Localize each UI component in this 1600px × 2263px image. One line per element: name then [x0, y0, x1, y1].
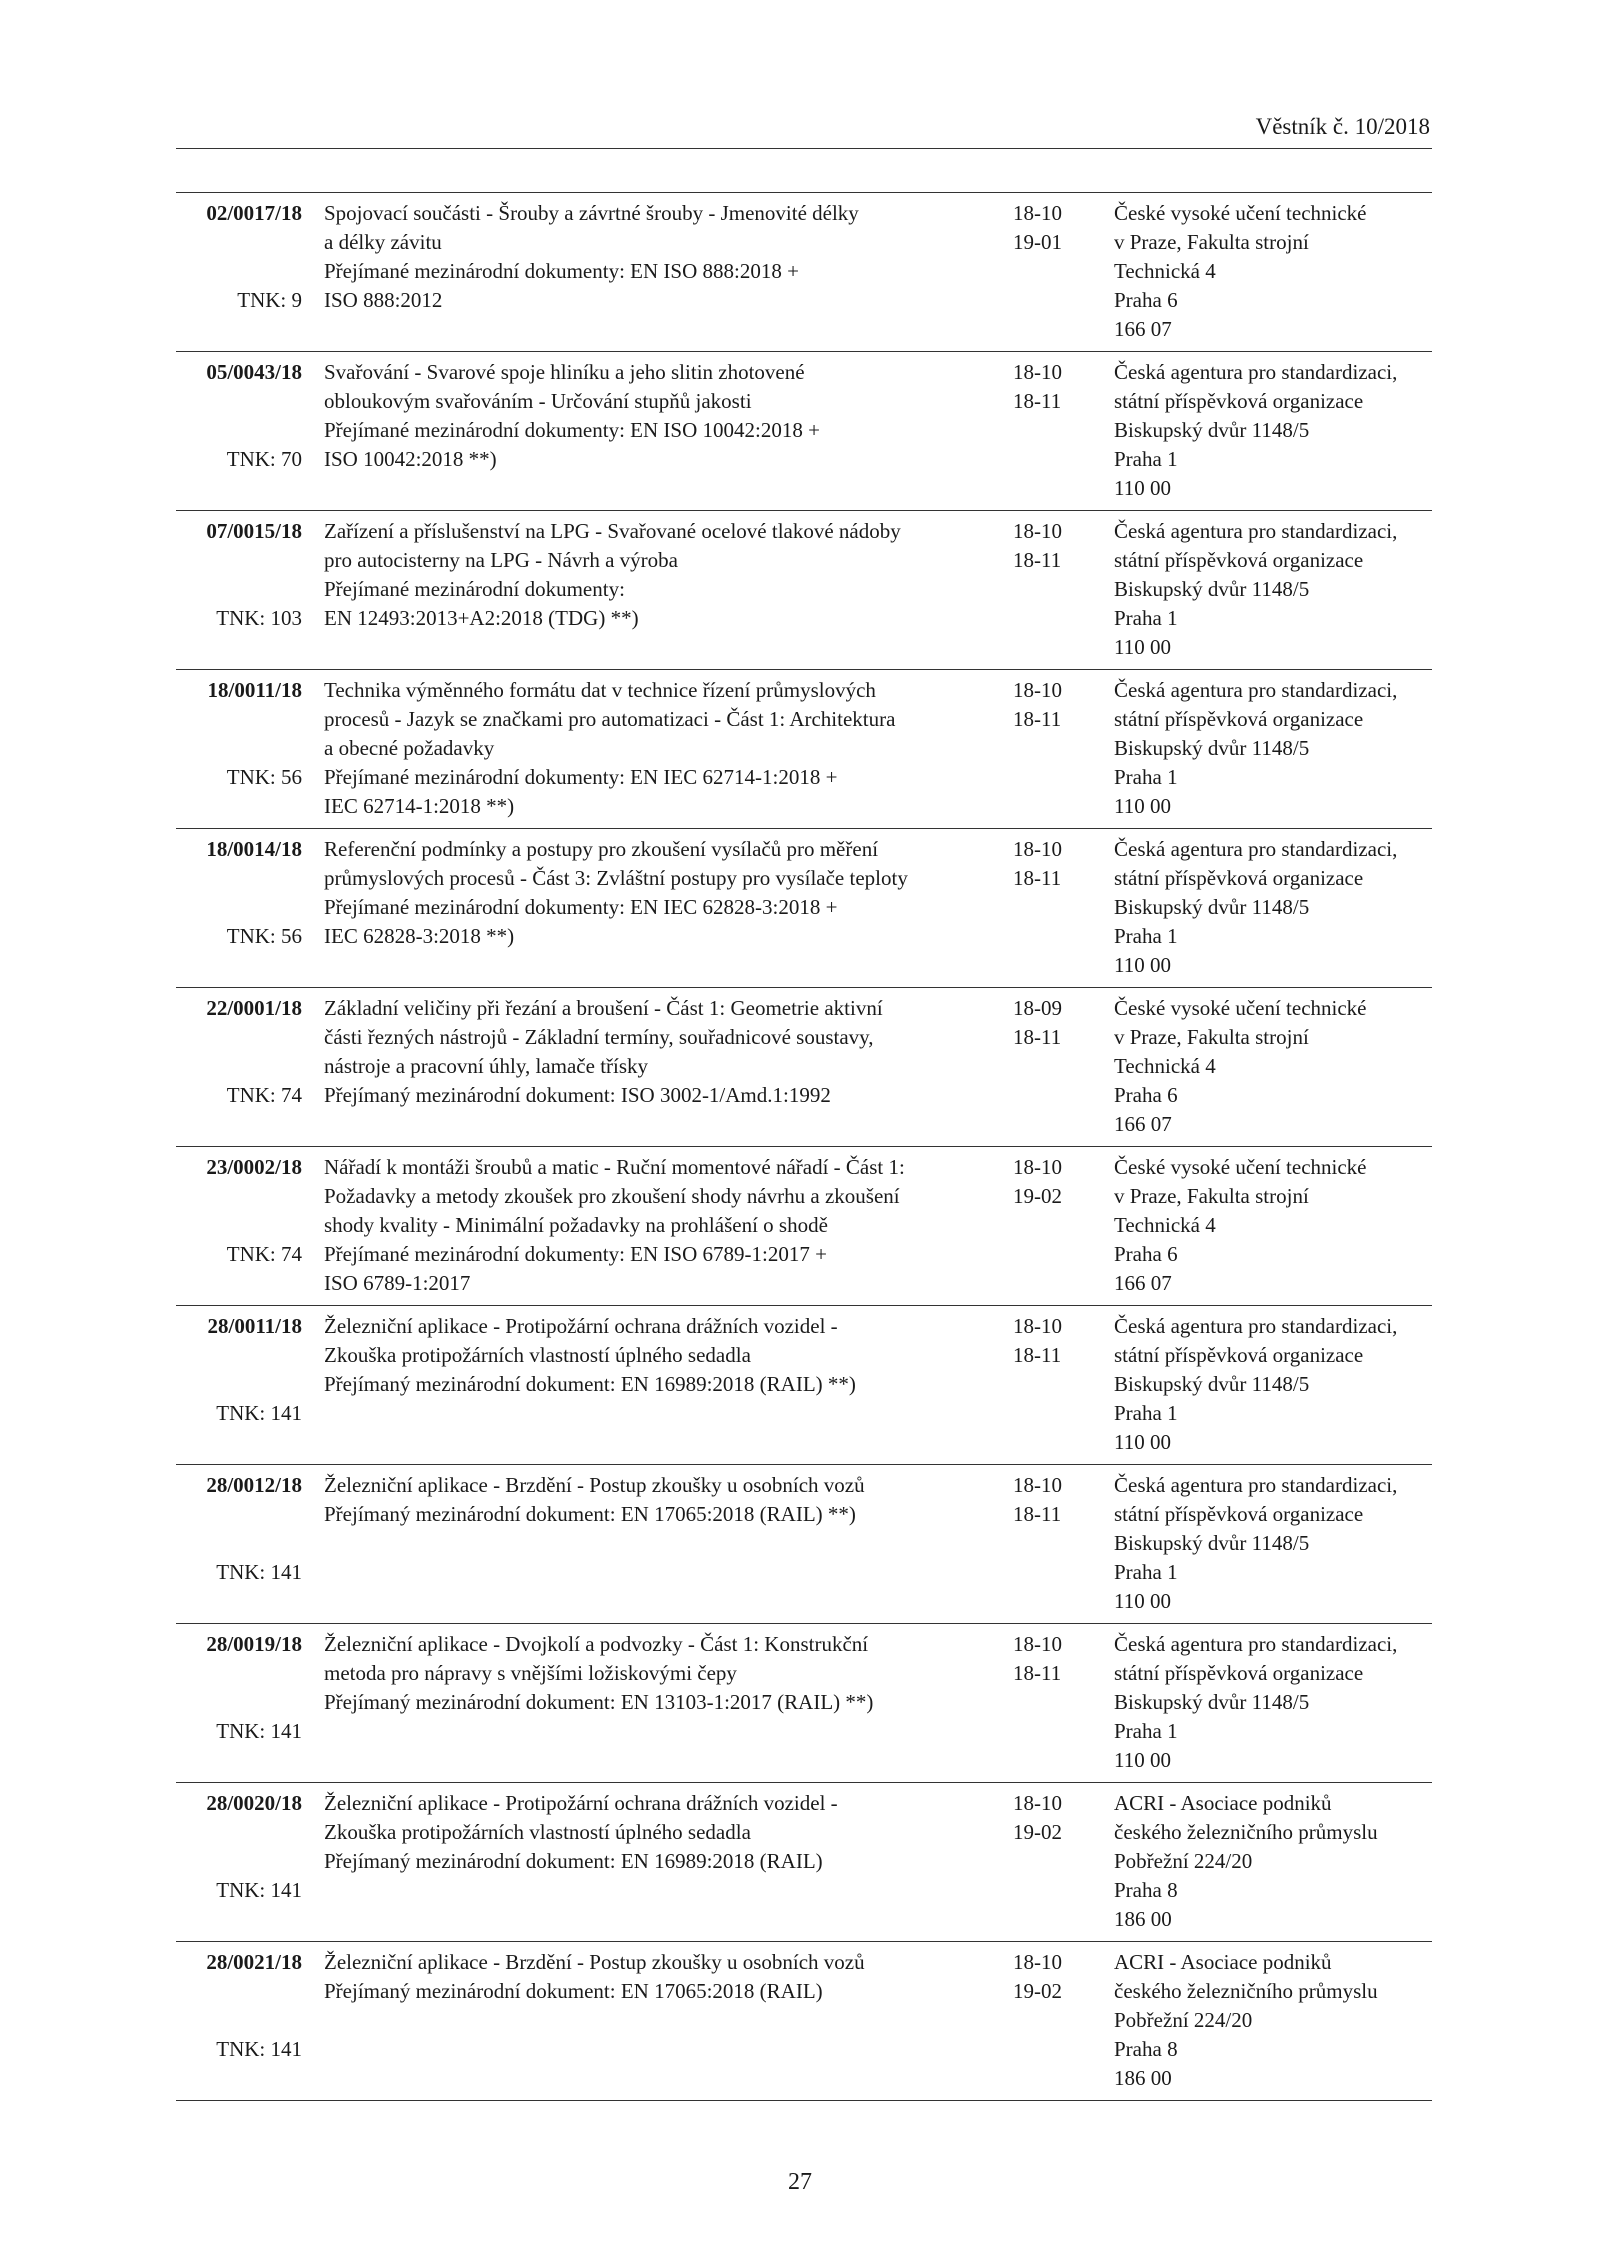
- organization-line: státní příspěvková organizace: [1114, 1661, 1364, 1685]
- organization-line: Praha 1: [1114, 447, 1178, 471]
- organization-line: Praha 8: [1114, 1878, 1178, 1902]
- title-line: Přejímaný mezinárodní dokument: EN 16989:2018 (RAIL) **): [324, 1372, 856, 1396]
- title-line: Nářadí k montáži šroubů a matic - Ruční momentové nářadí - Část 1:: [324, 1155, 905, 1179]
- entry-number: 22/0001/18: [206, 996, 302, 1020]
- organization-line: Pobřežní 224/20: [1114, 2008, 1253, 2032]
- date-value: 18-11: [1013, 1343, 1062, 1367]
- entry-dates-cell: [1013, 199, 1083, 257]
- organization-line: Praha 6: [1114, 1242, 1178, 1266]
- organization-line: Praha 1: [1114, 1401, 1178, 1425]
- organization-line: státní příspěvková organizace: [1114, 866, 1364, 890]
- table-row: [176, 670, 1432, 829]
- date-value: 18-10: [1013, 678, 1062, 702]
- title-line: Přejímané mezinárodní dokumenty:: [324, 577, 625, 601]
- entry-organization-cell: [1114, 994, 1432, 1139]
- organization-line: Technická 4: [1114, 1213, 1216, 1237]
- entry-number: 23/0002/18: [206, 1155, 302, 1179]
- organization-line: v Praze, Fakulta strojní: [1114, 1025, 1309, 1049]
- entry-organization-cell: [1114, 1471, 1432, 1616]
- entry-title-cell: [324, 1471, 1004, 1529]
- entry-title-cell: [324, 199, 1004, 315]
- date-value: 18-11: [1013, 1025, 1062, 1049]
- organization-line: Biskupský dvůr 1148/5: [1114, 577, 1310, 601]
- page-number: 27: [788, 2169, 812, 2195]
- table-row: [176, 1465, 1432, 1624]
- title-line: Základní veličiny při řezání a broušení - Část 1: Geometrie aktivní: [324, 996, 883, 1020]
- date-value: 19-02: [1013, 1979, 1062, 2003]
- organization-line: Praha 1: [1114, 765, 1178, 789]
- organization-line: Praha 1: [1114, 924, 1178, 948]
- date-value: 18-11: [1013, 866, 1062, 890]
- organization-line: ACRI - Asociace podniků: [1114, 1950, 1332, 1974]
- tnk-label: TNK: 141: [216, 1719, 302, 1743]
- entry-number: 28/0021/18: [206, 1950, 302, 1974]
- entry-number: 28/0020/18: [206, 1791, 302, 1815]
- title-line: Zařízení a příslušenství na LPG - Svařované ocelové tlakové nádoby: [324, 519, 901, 543]
- organization-line: 166 07: [1114, 1271, 1172, 1295]
- entry-id-cell: [176, 1312, 302, 1457]
- entry-title-cell: [324, 1630, 1004, 1717]
- entry-id-cell: [176, 1948, 302, 2093]
- date-value: 18-11: [1013, 389, 1062, 413]
- entry-id-cell: [176, 1630, 302, 1775]
- date-value: 19-01: [1013, 230, 1062, 254]
- date-value: 18-10: [1013, 1314, 1062, 1338]
- organization-line: Technická 4: [1114, 1054, 1216, 1078]
- entry-organization-cell: [1114, 676, 1432, 821]
- organization-line: státní příspěvková organizace: [1114, 548, 1364, 572]
- date-value: 18-10: [1013, 1473, 1062, 1497]
- entry-organization-cell: [1114, 1630, 1432, 1775]
- organization-line: 110 00: [1114, 476, 1171, 500]
- organization-line: v Praze, Fakulta strojní: [1114, 1184, 1309, 1208]
- organization-line: Biskupský dvůr 1148/5: [1114, 895, 1310, 919]
- title-line: Přejímané mezinárodní dokumenty: EN IEC 62828-3:2018 +: [324, 895, 838, 919]
- organization-line: státní příspěvková organizace: [1114, 1343, 1364, 1367]
- tnk-label: TNK: 141: [216, 2037, 302, 2061]
- title-line: Přejímaný mezinárodní dokument: ISO 3002-1/Amd.1:1992: [324, 1083, 831, 1107]
- organization-line: ACRI - Asociace podniků: [1114, 1791, 1332, 1815]
- entry-organization-cell: [1114, 835, 1432, 980]
- page-header: [176, 112, 1432, 149]
- entry-number: 28/0019/18: [206, 1632, 302, 1656]
- organization-line: Biskupský dvůr 1148/5: [1114, 736, 1310, 760]
- entry-number: 07/0015/18: [206, 519, 302, 543]
- tnk-label: TNK: 74: [226, 1242, 302, 1266]
- entry-number: 28/0011/18: [207, 1314, 302, 1338]
- entry-id-cell: [176, 1789, 302, 1934]
- title-line: průmyslových procesů - Část 3: Zvláštní postupy pro vysílače teploty: [324, 866, 908, 890]
- organization-line: Biskupský dvůr 1148/5: [1114, 1690, 1310, 1714]
- organization-line: 110 00: [1114, 635, 1171, 659]
- entry-title-cell: [324, 1312, 1004, 1399]
- organization-line: Technická 4: [1114, 259, 1216, 283]
- tnk-label: TNK: 74: [226, 1083, 302, 1107]
- title-line: Technika výměnného formátu dat v technice řízení průmyslových: [324, 678, 876, 702]
- date-value: 18-10: [1013, 1632, 1062, 1656]
- organization-line: 110 00: [1114, 1589, 1171, 1613]
- entry-dates-cell: [1013, 1471, 1083, 1529]
- organization-line: Česká agentura pro standardizaci,: [1114, 1314, 1398, 1338]
- title-line: Přejímaný mezinárodní dokument: EN 17065:2018 (RAIL) **): [324, 1502, 856, 1526]
- title-line: Přejímané mezinárodní dokumenty: EN IEC 62714-1:2018 +: [324, 765, 838, 789]
- date-value: 18-11: [1013, 1661, 1062, 1685]
- organization-line: Česká agentura pro standardizaci,: [1114, 678, 1398, 702]
- title-line: IEC 62828-3:2018 **): [324, 924, 515, 948]
- entry-dates-cell: [1013, 1630, 1083, 1688]
- standards-table: [176, 192, 1432, 2101]
- title-line: Železniční aplikace - Brzdění - Postup zkoušky u osobních vozů: [324, 1950, 865, 1974]
- entry-dates-cell: [1013, 1948, 1083, 2006]
- tnk-label: TNK: 141: [216, 1560, 302, 1584]
- title-line: EN 12493:2013+A2:2018 (TDG) **): [324, 606, 639, 630]
- title-line: Spojovací součásti - Šrouby a závrtné šrouby - Jmenovité délky: [324, 201, 859, 225]
- title-line: Referenční podmínky a postupy pro zkoušení vysílačů pro měření: [324, 837, 879, 861]
- title-line: části řezných nástrojů - Základní termíny, souřadnicové soustavy,: [324, 1025, 874, 1049]
- date-value: 18-10: [1013, 360, 1062, 384]
- organization-line: Biskupský dvůr 1148/5: [1114, 1372, 1310, 1396]
- table-row: [176, 988, 1432, 1147]
- date-value: 18-11: [1013, 1502, 1062, 1526]
- organization-line: 110 00: [1114, 1430, 1171, 1454]
- title-line: Železniční aplikace - Brzdění - Postup zkoušky u osobních vozů: [324, 1473, 865, 1497]
- title-line: obloukovým svařováním - Určování stupňů jakosti: [324, 389, 752, 413]
- date-value: 18-10: [1013, 837, 1062, 861]
- organization-line: Česká agentura pro standardizaci,: [1114, 1632, 1398, 1656]
- organization-line: Česká agentura pro standardizaci,: [1114, 1473, 1398, 1497]
- entry-dates-cell: [1013, 358, 1083, 416]
- entry-number: 05/0043/18: [206, 360, 302, 384]
- title-line: nástroje a pracovní úhly, lamače třísky: [324, 1054, 649, 1078]
- title-line: IEC 62714-1:2018 **): [324, 794, 515, 818]
- table-row: [176, 511, 1432, 670]
- table-row: [176, 193, 1432, 352]
- organization-line: Praha 8: [1114, 2037, 1178, 2061]
- organization-line: 110 00: [1114, 794, 1171, 818]
- entry-id-cell: [176, 199, 302, 344]
- table-row: [176, 1624, 1432, 1783]
- organization-line: 186 00: [1114, 2066, 1172, 2090]
- organization-line: státní příspěvková organizace: [1114, 707, 1364, 731]
- tnk-label: TNK: 56: [226, 924, 302, 948]
- entry-title-cell: [324, 994, 1004, 1110]
- entry-number: 18/0014/18: [206, 837, 302, 861]
- entry-title-cell: [324, 835, 1004, 951]
- title-line: Požadavky a metody zkoušek pro zkoušení shody návrhu a zkoušení: [324, 1184, 900, 1208]
- date-value: 18-10: [1013, 1791, 1062, 1815]
- organization-line: České vysoké učení technické: [1114, 996, 1367, 1020]
- organization-line: českého železničního průmyslu: [1114, 1820, 1378, 1844]
- title-line: Přejímané mezinárodní dokumenty: EN ISO 888:2018 +: [324, 259, 799, 283]
- entry-id-cell: [176, 517, 302, 662]
- date-value: 18-09: [1013, 996, 1062, 1020]
- tnk-label: TNK: 141: [216, 1878, 302, 1902]
- table-row: [176, 1147, 1432, 1306]
- organization-line: českého železničního průmyslu: [1114, 1979, 1378, 2003]
- entry-id-cell: [176, 676, 302, 821]
- tnk-label: TNK: 103: [216, 606, 302, 630]
- date-value: 18-10: [1013, 201, 1062, 225]
- organization-line: 110 00: [1114, 953, 1171, 977]
- entry-title-cell: [324, 1153, 1004, 1298]
- entry-number: 18/0011/18: [207, 678, 302, 702]
- entry-dates-cell: [1013, 994, 1083, 1052]
- title-line: Přejímaný mezinárodní dokument: EN 17065:2018 (RAIL): [324, 1979, 823, 2003]
- entry-title-cell: [324, 358, 1004, 474]
- organization-line: státní příspěvková organizace: [1114, 1502, 1364, 1526]
- table-row: [176, 1783, 1432, 1942]
- organization-line: 166 07: [1114, 1112, 1172, 1136]
- entry-dates-cell: [1013, 835, 1083, 893]
- title-line: Svařování - Svarové spoje hliníku a jeho slitin zhotovené: [324, 360, 805, 384]
- title-line: Železniční aplikace - Protipožární ochrana drážních vozidel -: [324, 1314, 838, 1338]
- entry-id-cell: [176, 1153, 302, 1298]
- title-line: Zkouška protipožárních vlastností úplného sedadla: [324, 1820, 751, 1844]
- title-line: a délky závitu: [324, 230, 442, 254]
- entry-title-cell: [324, 517, 1004, 633]
- title-line: Zkouška protipožárních vlastností úplného sedadla: [324, 1343, 751, 1367]
- organization-line: 166 07: [1114, 317, 1172, 341]
- entry-id-cell: [176, 358, 302, 503]
- date-value: 18-11: [1013, 548, 1062, 572]
- organization-line: Praha 6: [1114, 1083, 1178, 1107]
- tnk-label: TNK: 70: [226, 447, 302, 471]
- organization-line: České vysoké učení technické: [1114, 1155, 1367, 1179]
- entry-organization-cell: [1114, 1153, 1432, 1298]
- organization-line: Česká agentura pro standardizaci,: [1114, 360, 1398, 384]
- title-line: metoda pro nápravy s vnějšími ložiskovými čepy: [324, 1661, 737, 1685]
- entry-organization-cell: [1114, 1789, 1432, 1934]
- organization-line: Biskupský dvůr 1148/5: [1114, 1531, 1310, 1555]
- table-row: [176, 1942, 1432, 2101]
- entry-dates-cell: [1013, 1153, 1083, 1211]
- journal-title: Věstník č. 10/2018: [1255, 114, 1430, 139]
- entry-title-cell: [324, 1948, 1004, 2006]
- entry-dates-cell: [1013, 1789, 1083, 1847]
- organization-line: Praha 1: [1114, 1719, 1178, 1743]
- entry-id-cell: [176, 835, 302, 980]
- organization-line: Pobřežní 224/20: [1114, 1849, 1253, 1873]
- entry-organization-cell: [1114, 199, 1432, 344]
- title-line: Železniční aplikace - Protipožární ochrana drážních vozidel -: [324, 1791, 838, 1815]
- entry-dates-cell: [1013, 517, 1083, 575]
- organization-line: státní příspěvková organizace: [1114, 389, 1364, 413]
- title-line: Přejímané mezinárodní dokumenty: EN ISO 10042:2018 +: [324, 418, 820, 442]
- entry-id-cell: [176, 994, 302, 1139]
- title-line: ISO 10042:2018 **): [324, 447, 497, 471]
- entry-organization-cell: [1114, 358, 1432, 503]
- title-line: ISO 888:2012: [324, 288, 443, 312]
- tnk-label: TNK: 9: [237, 288, 302, 312]
- title-line: Přejímané mezinárodní dokumenty: EN ISO 6789-1:2017 +: [324, 1242, 827, 1266]
- organization-line: Praha 6: [1114, 288, 1178, 312]
- organization-line: Praha 1: [1114, 606, 1178, 630]
- organization-line: Česká agentura pro standardizaci,: [1114, 837, 1398, 861]
- organization-line: v Praze, Fakulta strojní: [1114, 230, 1309, 254]
- table-row: [176, 1306, 1432, 1465]
- organization-line: Česká agentura pro standardizaci,: [1114, 519, 1398, 543]
- date-value: 18-10: [1013, 519, 1062, 543]
- title-line: procesů - Jazyk se značkami pro automatizaci - Část 1: Architektura: [324, 707, 896, 731]
- table-row: [176, 352, 1432, 511]
- title-line: Přejímaný mezinárodní dokument: EN 13103-1:2017 (RAIL) **): [324, 1690, 874, 1714]
- tnk-label: TNK: 56: [226, 765, 302, 789]
- organization-line: Biskupský dvůr 1148/5: [1114, 418, 1310, 442]
- organization-line: 186 00: [1114, 1907, 1172, 1931]
- entry-organization-cell: [1114, 1948, 1432, 2093]
- title-line: a obecné požadavky: [324, 736, 495, 760]
- date-value: 19-02: [1013, 1184, 1062, 1208]
- date-value: 19-02: [1013, 1820, 1062, 1844]
- entry-title-cell: [324, 1789, 1004, 1876]
- title-line: shody kvality - Minimální požadavky na prohlášení o shodě: [324, 1213, 828, 1237]
- organization-line: Praha 1: [1114, 1560, 1178, 1584]
- entry-number: 02/0017/18: [206, 201, 302, 225]
- entry-dates-cell: [1013, 676, 1083, 734]
- entry-organization-cell: [1114, 517, 1432, 662]
- entry-id-cell: [176, 1471, 302, 1616]
- date-value: 18-10: [1013, 1155, 1062, 1179]
- organization-line: 110 00: [1114, 1748, 1171, 1772]
- entry-organization-cell: [1114, 1312, 1432, 1457]
- title-line: ISO 6789-1:2017: [324, 1271, 471, 1295]
- date-value: 18-10: [1013, 1950, 1062, 1974]
- title-line: Železniční aplikace - Dvojkolí a podvozky - Část 1: Konstrukční: [324, 1632, 869, 1656]
- date-value: 18-11: [1013, 707, 1062, 731]
- title-line: pro autocisterny na LPG - Návrh a výroba: [324, 548, 678, 572]
- entry-title-cell: [324, 676, 1004, 821]
- table-row: [176, 829, 1432, 988]
- entry-dates-cell: [1013, 1312, 1083, 1370]
- tnk-label: TNK: 141: [216, 1401, 302, 1425]
- organization-line: České vysoké učení technické: [1114, 201, 1367, 225]
- title-line: Přejímaný mezinárodní dokument: EN 16989:2018 (RAIL): [324, 1849, 823, 1873]
- entry-number: 28/0012/18: [206, 1473, 302, 1497]
